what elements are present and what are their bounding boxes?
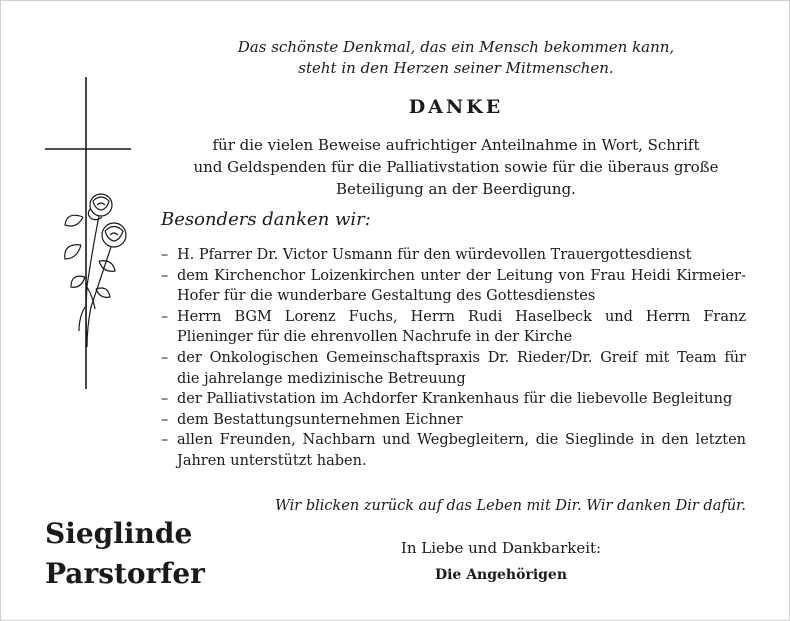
deceased-name	[45, 514, 205, 594]
list-item: – der Onkologischen Gemeinschaftspraxis Dr. Rieder/Dr. Greif mit Team für die jahrelange medizinische Betreuung	[161, 348, 746, 389]
thanks-line-2: und Geldspenden für die Palliativstation sowie für die überaus große	[193, 158, 719, 176]
list-item: – allen Freunden, Nachbarn und Wegbegleitern, die Sieglinde in den letzten Jahren unterstützt haben.	[161, 430, 746, 471]
thanks-heading: DANKE	[408, 96, 504, 118]
signature: Die Angehörigen	[434, 567, 568, 583]
motto-line-2: steht in den Herzen seiner Mitmenschen.	[298, 59, 614, 77]
thanks-line-1: für die vielen Beweise aufrichtiger Anteilnahme in Wort, Schrift	[212, 136, 700, 154]
thanks-paragraph	[161, 134, 751, 200]
thanks-line-3: Beteiligung an der Beerdigung.	[336, 180, 576, 198]
special-thanks-heading: Besonders danken wir:	[161, 209, 371, 230]
closing-line: Wir blicken zurück auf das Leben mit Dir. Wir danken Dir dafür.	[275, 498, 746, 514]
list-item: – Herrn BGM Lorenz Fuchs, Herrn Rudi Haselbeck und Herrn Franz Plieninger für die ehrenvollen Nachrufe in der Kirche	[161, 307, 746, 348]
deceased-first-name: Sieglinde	[45, 517, 193, 550]
list-item: – H. Pfarrer Dr. Victor Usmann für den würdevollen Trauergottesdienst	[161, 245, 746, 266]
regards-line: In Liebe und Dankbarkeit:	[400, 539, 602, 557]
deceased-last-name: Parstorfer	[45, 557, 205, 590]
motto-quote	[161, 37, 751, 79]
list-item: – der Palliativstation im Achdorfer Krankenhaus für die liebevolle Begleitung	[161, 389, 746, 410]
motto-line-1: Das schönste Denkmal, das ein Mensch bekommen kann,	[237, 38, 675, 56]
special-thanks-list	[161, 245, 746, 472]
list-item: – dem Bestattungsunternehmen Eichner	[161, 410, 746, 431]
cross-with-roses-icon	[41, 77, 141, 393]
list-item: – dem Kirchenchor Loizenkirchen unter der Leitung von Frau Heidi Kirmeier-Hofer für die wunderbare Gestaltung des Gottesdienstes	[161, 266, 746, 307]
